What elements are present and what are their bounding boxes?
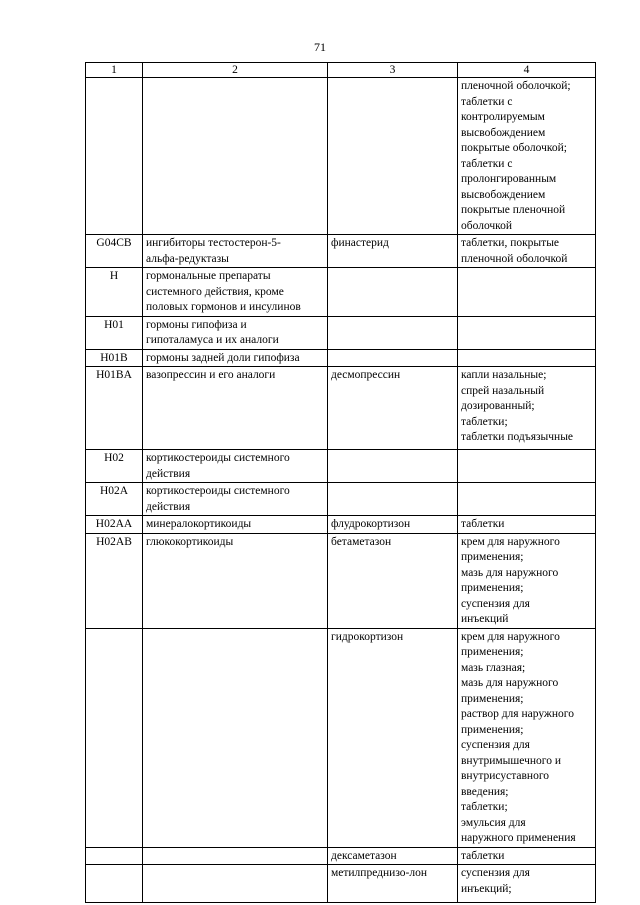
table-row <box>86 516 596 534</box>
dosage-form-cell <box>458 628 596 847</box>
atc-group-cell <box>143 516 328 534</box>
table-row <box>86 367 596 450</box>
atc-code-cell: H02 <box>86 450 143 483</box>
group-line: глюкокортикоиды <box>146 535 234 548</box>
form-line: спрей назальный <box>461 384 545 397</box>
form-line: пролонгированным <box>461 173 557 185</box>
form-line: крем для наружного <box>461 630 560 643</box>
dosage-form-cell <box>458 533 596 628</box>
form-line: покрытые пленочной <box>461 204 566 216</box>
group-line: ингибиторы тестостерон-5- <box>146 237 281 249</box>
form-line: капли назальные; <box>461 369 547 381</box>
drug-line: метилпреднизо-лон <box>331 867 428 879</box>
atc-code-cell: H02A <box>86 483 143 516</box>
atc-group-cell <box>143 367 328 450</box>
form-line: инъекций <box>461 613 509 625</box>
form-line: таблетки <box>461 518 505 530</box>
atc-group-cell <box>143 78 328 235</box>
table-row <box>86 268 596 317</box>
dosage-form-cell <box>458 268 596 317</box>
form-line: высвобождением <box>461 188 546 201</box>
dosage-form-cell <box>458 450 596 483</box>
form-line: суспензия для <box>461 867 530 879</box>
form-line: пленочной оболочкой; <box>461 80 571 92</box>
dosage-form-cell <box>458 78 596 235</box>
table-header-row <box>86 63 596 78</box>
atc-group-cell <box>143 483 328 516</box>
drug-line: финастерид <box>331 237 389 249</box>
header-col-2: 2 <box>143 63 328 78</box>
form-line: покрытые оболочкой; <box>461 142 567 154</box>
form-line: таблетки с <box>461 157 513 170</box>
form-line: применения; <box>461 723 524 736</box>
atc-group-cell <box>143 450 328 483</box>
atc-code-cell: H <box>86 268 143 317</box>
table-row <box>86 450 596 483</box>
dosage-form-cell <box>458 235 596 268</box>
atc-group-cell <box>143 865 328 903</box>
table-row <box>86 349 596 367</box>
form-line: наружного применения <box>461 832 576 844</box>
drug-line: гидрокортизон <box>331 630 404 643</box>
drug-name-cell <box>328 483 458 516</box>
form-line: мазь для наружного <box>461 566 559 579</box>
dosage-form-cell <box>458 483 596 516</box>
drug-line: бетаметазон <box>331 535 392 548</box>
dosage-form-cell <box>458 367 596 450</box>
form-line: эмульсия для <box>461 816 526 829</box>
form-line: суспензия для <box>461 597 530 610</box>
form-line: крем для наружного <box>461 535 560 548</box>
form-line: применения; <box>461 582 524 594</box>
group-line: кортикостероиды системного <box>146 452 290 464</box>
atc-code-cell: H01B <box>86 349 143 367</box>
form-line: применения; <box>461 551 524 563</box>
atc-code-cell <box>86 78 143 235</box>
atc-code-cell <box>86 847 143 865</box>
table-row <box>86 483 596 516</box>
group-line: минералокортикоиды <box>146 518 252 530</box>
header-col-4: 4 <box>458 63 596 78</box>
drug-name-cell <box>328 628 458 847</box>
form-line: контролируемым <box>461 111 545 123</box>
atc-code-cell: H01 <box>86 316 143 349</box>
group-line: половых гормонов и инсулинов <box>146 301 301 313</box>
page-number: 71 <box>314 40 326 54</box>
drug-line: флудрокортизон <box>331 518 411 530</box>
drug-name-cell <box>328 316 458 349</box>
table-row <box>86 533 596 628</box>
table-row <box>86 847 596 865</box>
atc-code-cell: G04CB <box>86 235 143 268</box>
drug-line: десмопрессин <box>331 369 401 381</box>
form-line: пленочной оболочкой <box>461 252 568 265</box>
drug-table <box>85 62 596 903</box>
group-line: системного действия, кроме <box>146 285 284 298</box>
atc-group-cell <box>143 628 328 847</box>
dosage-form-cell <box>458 316 596 349</box>
table-row <box>86 628 596 847</box>
group-line: действия <box>146 500 191 513</box>
drug-name-cell <box>328 268 458 317</box>
header-col-3: 3 <box>328 63 458 78</box>
dosage-form-cell <box>458 847 596 865</box>
form-line: дозированный; <box>461 400 535 412</box>
group-line: гормоны гипофиза и <box>146 318 247 331</box>
drug-name-cell <box>328 367 458 450</box>
group-line: вазопрессин и его аналоги <box>146 369 276 381</box>
drug-name-cell <box>328 865 458 903</box>
table-row <box>86 316 596 349</box>
form-line: оболочкой <box>461 219 513 232</box>
form-line: инъекций; <box>461 882 512 895</box>
group-line: альфа-редуктазы <box>146 252 229 265</box>
atc-code-cell <box>86 628 143 847</box>
form-line: применения; <box>461 646 524 658</box>
table-row <box>86 78 596 235</box>
atc-code-cell: H02AA <box>86 516 143 534</box>
atc-group-cell <box>143 235 328 268</box>
atc-code-cell <box>86 865 143 903</box>
drug-name-cell <box>328 847 458 865</box>
drug-name-cell <box>328 78 458 235</box>
form-line: таблетки подъязычные <box>461 431 574 443</box>
header-col-1: 1 <box>86 63 143 78</box>
form-line: таблетки; <box>461 801 508 813</box>
form-line: суспензия для <box>461 739 530 751</box>
drug-line: дексаметазон <box>331 849 397 862</box>
group-line: гормоны задней доли гипофиза <box>146 351 300 364</box>
form-line: раствор для наружного <box>461 708 574 720</box>
drug-name-cell <box>328 235 458 268</box>
atc-code-cell: H02AB <box>86 533 143 628</box>
dosage-form-cell <box>458 516 596 534</box>
form-line: таблетки <box>461 849 505 862</box>
form-line: таблетки; <box>461 415 508 428</box>
atc-group-cell <box>143 316 328 349</box>
drug-name-cell <box>328 533 458 628</box>
table-row <box>86 865 596 903</box>
group-line: гипоталамуса и их аналоги <box>146 334 279 346</box>
atc-group-cell <box>143 349 328 367</box>
form-line: высвобождением <box>461 126 546 139</box>
form-line: введения; <box>461 785 509 798</box>
atc-code-cell: H01BA <box>86 367 143 450</box>
atc-group-cell <box>143 533 328 628</box>
dosage-form-cell <box>458 349 596 367</box>
group-line: кортикостероиды системного <box>146 485 290 497</box>
form-line: таблетки с <box>461 95 513 108</box>
form-line: применения; <box>461 692 524 705</box>
dosage-form-cell <box>458 865 596 903</box>
atc-group-cell <box>143 268 328 317</box>
form-line: внутрисуставного <box>461 770 549 782</box>
group-line: гормональные препараты <box>146 270 271 282</box>
drug-name-cell <box>328 349 458 367</box>
form-line: внутримышечного и <box>461 754 561 767</box>
drug-name-cell <box>328 516 458 534</box>
table-body <box>86 78 596 903</box>
group-line: действия <box>146 467 191 480</box>
form-line: мазь глазная; <box>461 661 526 674</box>
atc-group-cell <box>143 847 328 865</box>
drug-name-cell <box>328 450 458 483</box>
form-line: мазь для наружного <box>461 677 559 689</box>
form-line: таблетки, покрытые <box>461 237 560 249</box>
table-row <box>86 235 596 268</box>
